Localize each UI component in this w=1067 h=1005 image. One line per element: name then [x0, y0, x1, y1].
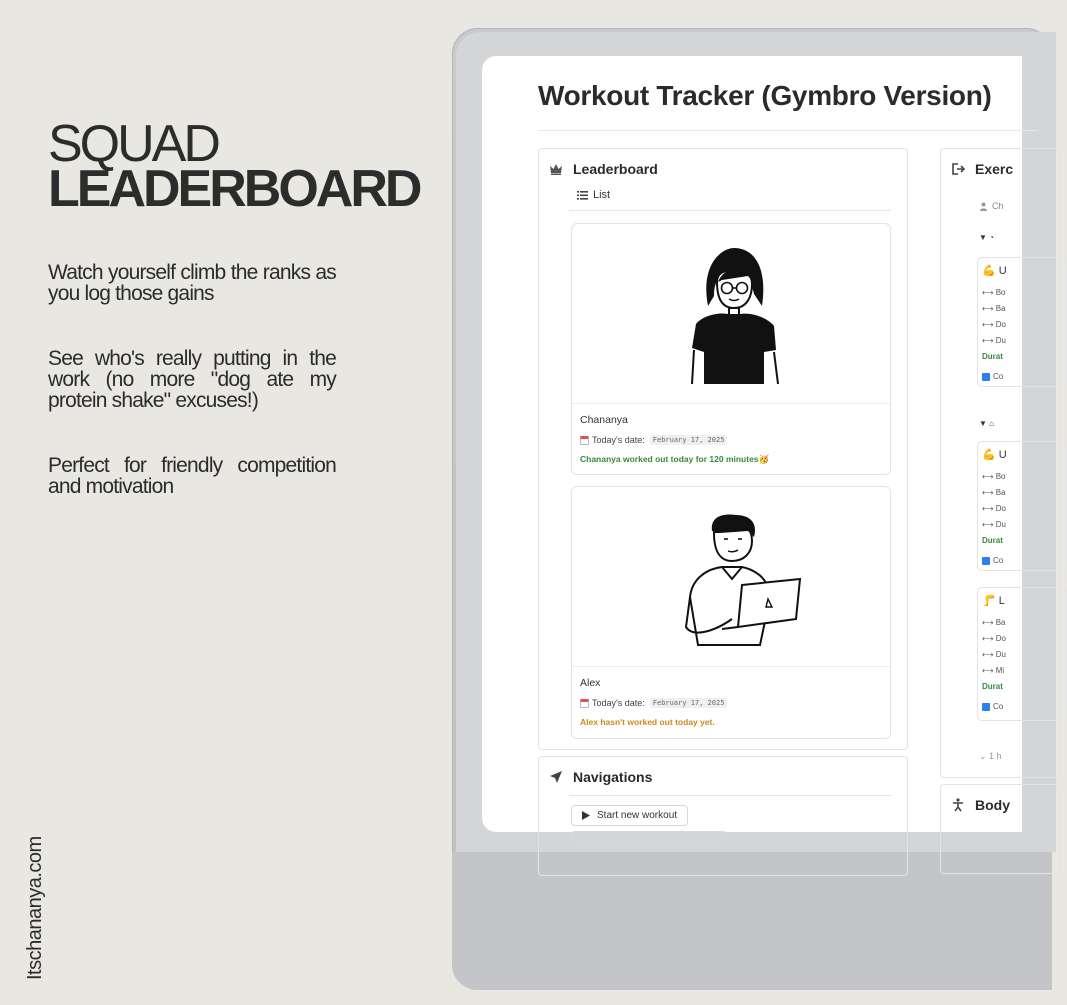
- start-new-workout-button[interactable]: [571, 805, 688, 826]
- exercise-card[interactable]: [977, 257, 1067, 387]
- body-title: Body: [975, 797, 1010, 813]
- exercise-line: ⟷ Do: [982, 634, 1006, 643]
- card-date-row: [580, 698, 727, 708]
- group-toggle-2[interactable]: ▼ ⌂: [979, 419, 994, 428]
- leaderboard-section: [538, 148, 908, 750]
- person-figure-icon: [951, 798, 965, 812]
- title-divider: [538, 130, 1038, 131]
- exercise-line: ⟷ Ba: [982, 618, 1006, 627]
- exercise-card[interactable]: [977, 587, 1067, 721]
- date-label: Today's date:: [592, 698, 645, 708]
- exercises-section: [940, 148, 1060, 778]
- exercise-card-title: 💪 U: [982, 265, 1007, 277]
- exercises-title: Exerc: [975, 161, 1014, 177]
- date-value: February 17, 2025: [650, 435, 728, 445]
- crown-icon: [549, 162, 563, 176]
- start-new-workout-label: Start new workout: [597, 810, 678, 821]
- headline-leaderboard: LEADERBOARD: [48, 160, 420, 218]
- navigation-arrow-icon: [549, 770, 563, 784]
- date-label: Today's date:: [592, 435, 645, 445]
- exercise-duration: Durat: [982, 682, 1003, 691]
- website-label: Itschananya.com: [24, 836, 46, 980]
- body-section: [940, 784, 1060, 874]
- leaderboard-header: [549, 161, 658, 177]
- exercise-line: ⟷ Bo: [982, 288, 1006, 297]
- exercise-line: ⟷ Do: [982, 320, 1006, 329]
- avatar-illustration-woman: [572, 224, 890, 404]
- exercise-line: ⟷ Ba: [982, 488, 1006, 497]
- exercise-card-title: 🦵 L: [982, 595, 1005, 607]
- exercise-complete[interactable]: Co: [982, 556, 1003, 565]
- promo-paragraph-1: Watch yourself climb the ranks as you log those gains: [48, 261, 336, 305]
- exercise-line: ⟷ Ba: [982, 304, 1006, 313]
- view-tab-list[interactable]: [577, 189, 610, 201]
- promo-paragraph-2: See who's really putting in the work (no more "dog ate my protein shake" excuses!): [48, 347, 336, 412]
- list-icon: [577, 191, 588, 200]
- calendar-icon: [580, 699, 589, 708]
- exercise-line: ⟷ Du: [982, 520, 1006, 529]
- workout-status: Chananya worked out today for 120 minutes🥳: [580, 454, 770, 464]
- exercise-card[interactable]: [977, 441, 1067, 571]
- navigations-divider: [569, 795, 891, 796]
- card-name: Alex: [580, 677, 601, 689]
- checkbox-icon[interactable]: [982, 373, 990, 381]
- card-date-row: [580, 435, 727, 445]
- card-name: Chananya: [580, 414, 628, 426]
- date-value: February 17, 2025: [650, 698, 728, 708]
- workout-status: Alex hasn't worked out today yet.: [580, 717, 715, 727]
- leaderboard-title: Leaderboard: [573, 161, 658, 177]
- body-header: [951, 797, 1010, 813]
- filter-text: Ch: [992, 201, 1004, 211]
- navigations-header: [549, 769, 652, 785]
- navigation-button-2[interactable]: [571, 831, 727, 841]
- exercises-header: [951, 161, 1013, 177]
- headline-squad: SQUAD: [48, 115, 218, 173]
- exercise-filter[interactable]: [979, 201, 1004, 211]
- avatar-illustration-man-laptop: [572, 487, 890, 667]
- exercise-complete[interactable]: Co: [982, 372, 1003, 381]
- exercise-complete[interactable]: Co: [982, 702, 1003, 711]
- leaderboard-card[interactable]: [571, 486, 891, 739]
- show-more-link[interactable]: ⌄ 1 h: [979, 751, 1002, 761]
- leaderboard-card[interactable]: [571, 223, 891, 475]
- play-icon: [582, 811, 590, 820]
- navigations-title: Navigations: [573, 769, 653, 785]
- exercise-card-title: 💪 U: [982, 449, 1007, 461]
- checkbox-icon[interactable]: [982, 557, 990, 565]
- person-icon: [979, 202, 988, 211]
- promo-paragraph-3: Perfect for friendly competition and motivation: [48, 454, 336, 498]
- exit-icon: [951, 162, 965, 176]
- checkbox-icon[interactable]: [982, 703, 990, 711]
- view-tab-label: List: [593, 189, 611, 201]
- view-divider: [569, 210, 891, 211]
- calendar-icon: [580, 436, 589, 445]
- exercise-line: ⟷ Du: [982, 336, 1006, 345]
- exercise-line: ⟷ Bo: [982, 472, 1006, 481]
- exercise-duration: Durat: [982, 536, 1003, 545]
- exercise-line: ⟷ Do: [982, 504, 1006, 513]
- exercise-line: ⟷ Mi: [982, 666, 1005, 675]
- app-screen: [482, 56, 1022, 832]
- exercise-duration: Durat: [982, 352, 1003, 361]
- exercise-line: ⟷ Du: [982, 650, 1006, 659]
- group-toggle-1[interactable]: ▼ ◔: [979, 233, 994, 242]
- page-title: Workout Tracker (Gymbro Version): [538, 80, 992, 111]
- navigations-section: [538, 756, 908, 876]
